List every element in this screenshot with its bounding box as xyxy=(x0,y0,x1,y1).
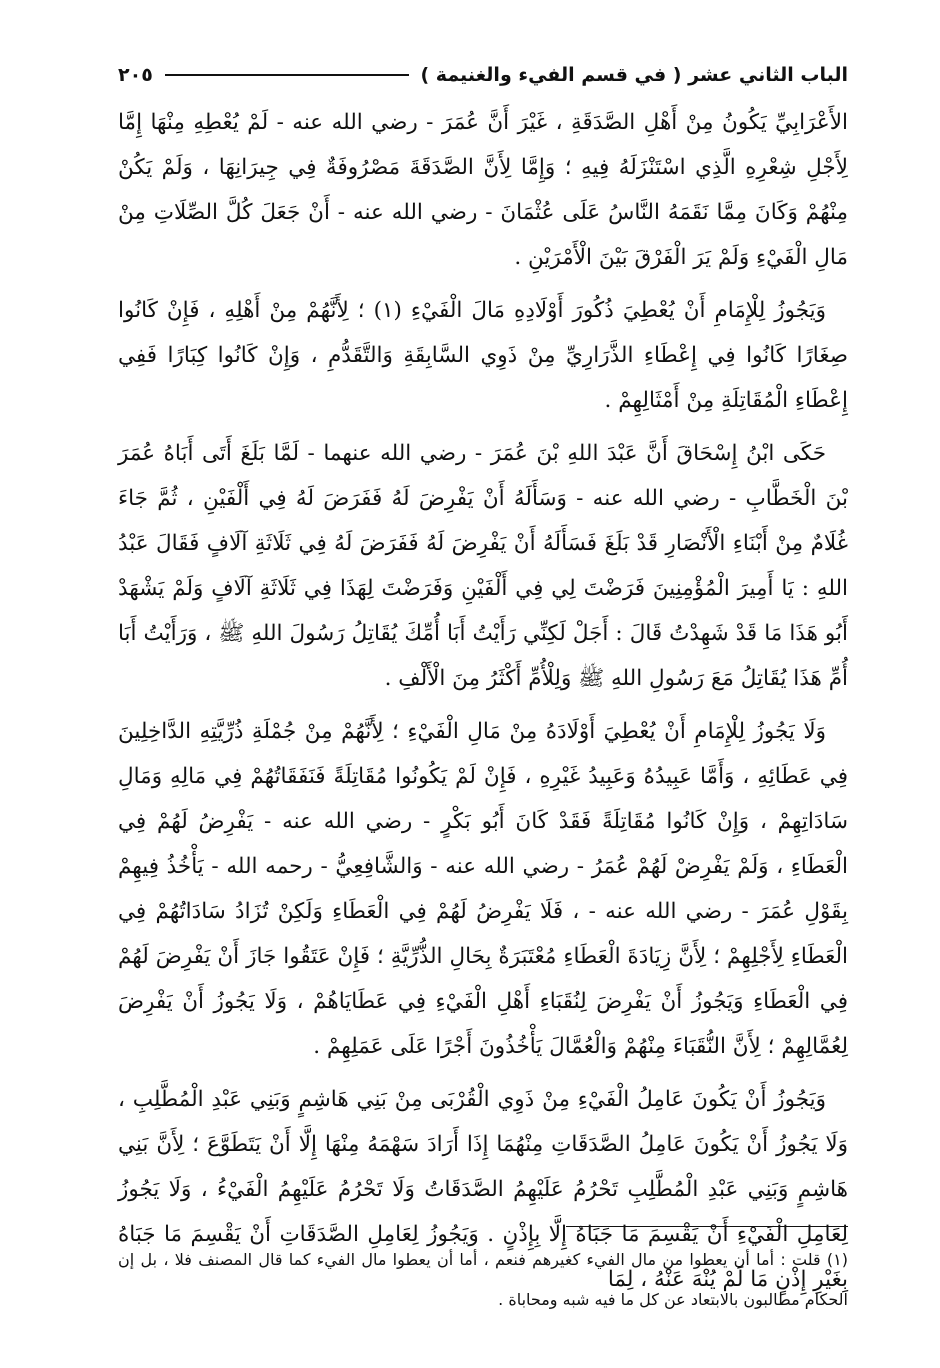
paragraph: وَيَجُوزُ أَنْ يَكُونَ عَامِلُ الْفَيْءِ مِنْ ذَوِي الْقُرْبَى مِنْ بَنِي هَاشِمٍ وَبَنِي عَبْدِ الْمُطَّلِبِ ، وَلَا يَجُوزُ أَنْ يَكُونَ عَامِلُ الصَّدَقَاتِ مِنْهُمَا إِذَا أَرَادَ سَهْمَهُ مِنْهَا إِلَّا أَنْ يَتَطَوَّعَ ؛ لِأَنَّ بَنِي هَاشِمٍ وَبَنِي عَبْدِ الْمُطَّلِبِ تَحْرُمُ عَلَيْهِمُ الصَّدَقَاتُ وَلَا تَحْرُمُ عَلَيْهِمُ الْفَيْءُ ، وَلَا يَجُوزُ لِعَامِلِ الْفَيْءِ أَنْ يَقْسِمَ مَا جَبَاهُ إِلَّا بِإِذْنٍ . وَيَجُوزُ لِعَامِلِ الصَّدَقَاتِ أَنْ يَقْسِمَ مَا جَبَاهُ بِغَيْرِ إِذْنٍ مَا لَمْ يُنْهَ عَنْهُ ، لِمَا xyxy=(118,1087,848,1292)
footnote-rule xyxy=(566,1226,848,1227)
paragraph: وَيَجُوزُ لِلْإِمَامِ أَنْ يُعْطِيَ ذُكُورَ أَوْلَادِهِ مَالَ الْفَيْءِ (١) ؛ لِأَنَّهُمْ مِنْ أَهْلِهِ ، فَإِنْ كَانُوا صِغَارًا كَانُوا فِي إِعْطَاءِ الذَّرَارِيِّ مِنْ ذَوِي السَّابِقَةِ وَالتَّقَدُّمِ ، وَإِنْ كَانُوا كِبَارًا فَفِي إِعْطَاءِ الْمُقَاتِلَةِ مِنْ أَمْثَالِهِمْ . xyxy=(118,298,848,413)
header-rule xyxy=(165,74,409,76)
chapter-title: الباب الثاني عشر ( في قسم الفيء والغنيمة ) xyxy=(420,64,848,86)
paragraph: وَلَا يَجُوزُ لِلْإِمَامِ أَنْ يُعْطِيَ أَوْلَادَهُ مِنْ مَالِ الْفَيْءِ ؛ لِأَنَّهُمْ مِنْ جُمْلَةِ ذُرِّيَّتِهِ الدَّاخِلِينَ فِي عَطَائِهِ ، وَأَمَّا عَبِيدُهُ وَعَبِيدُ غَيْرِهِ ، فَإِنْ لَمْ يَكُونُوا مُقَاتِلَةً فَنَفَقَاتُهُمْ فِي مَالِهِ وَمَالِ سَادَاتِهِمْ ، وَإِنْ كَانُوا مُقَاتِلَةً فَقَدْ كَانَ أَبُو بَكْرٍ - رضي الله عنه - يَفْرِضُ لَهُمْ فِي الْعَطَاءِ ، وَلَمْ يَفْرِضْ لَهُمْ عُمَرُ - رضي الله عنه - وَالشَّافِعِيُّ - رحمه الله - يَأْخُذُ فِيهِمْ بِقَوْلِ عُمَرَ - رضي الله عنه - ، فَلَا يَفْرِضُ لَهُمْ فِي الْعَطَاءِ وَلَكِنْ تُزَادُ سَادَاتُهُمْ فِي الْعَطَاءِ لِأَجْلِهِمْ ؛ لِأَنَّ زِيَادَةَ الْعَطَاءِ مُعْتَبَرَةٌ بِحَالِ الذُّرِّيَّةِ ؛ فَإِنْ عَتَقُوا جَازَ أَنْ يَفْرِضَ لَهُمْ فِي الْعَطَاءِ وَيَجُوزُ أَنْ يَفْرِضَ لِنُقَبَاءِ أَهْلِ الْفَيْءِ فِي عَطَايَاهُمْ ، وَلَا يَجُوزُ أَنْ يَفْرِضَ لِعُمَّالِهِمْ ؛ لِأَنَّ النُّقَبَاءَ مِنْهُمْ وَالْعُمَّالَ يَأْخُذُونَ أَجْرًا عَلَى عَمَلِهِمْ . xyxy=(118,719,848,1059)
footnote xyxy=(118,1240,848,1320)
paragraph: حَكَى ابْنُ إِسْحَاقَ أَنَّ عَبْدَ اللهِ بْنَ عُمَرَ - رضي الله عنهما - لَمَّا بَلَغَ أَتَى أَبَاهُ عُمَرَ بْنَ الْخَطَّابِ - رضي الله عنه - وَسَأَلَهُ أَنْ يَفْرِضَ لَهُ فَفَرَضَ لَهُ فِي أَلْفَيْنِ ، ثُمَّ جَاءَ غُلَامٌ مِنْ أَبْنَاءِ الْأَنْصَارِ قَدْ بَلَغَ فَسَأَلَهُ أَنْ يَفْرِضَ لَهُ فَفَرَضَ لَهُ فِي ثَلَاثَةِ آلَافٍ فَقَالَ عَبْدُ اللهِ : يَا أَمِيرَ الْمُؤْمِنِينَ فَرَضْتَ لِي فِي أَلْفَيْنِ وَفَرَضْتَ لِهَذَا فِي ثَلَاثَةِ آلَافٍ وَلَمْ يَشْهَدْ أَبُو هَذَا مَا قَدْ شَهِدْتُ قَالَ : أَجَلْ لَكِنِّي رَأَيْتُ أَبَا أُمِّكَ يُقَاتِلُ رَسُولَ اللهِ ﷺ ، وَرَأَيْتُ أَبَا أُمِّ هَذَا يُقَاتِلُ مَعَ رَسُولِ اللهِ ﷺ وَلِلْأُمِّ أَكْثَرُ مِنَ الْأَلْفِ . xyxy=(118,441,848,691)
paragraph: الأَعْرَابِيِّ يَكُونُ مِنْ أَهْلِ الصَّدَقَةِ ، غَيْرَ أَنَّ عُمَرَ - رضي الله عنه - لَمْ يُعْطِهِ مِنْهَا إِمَّا لِأَجْلِ شِعْرِهِ الَّذِي اسْتَنْزَلَهُ فِيهِ ؛ وَإِمَّا لِأَنَّ الصَّدَقَةَ مَصْرُوفَةٌ فِي جِيرَانِهَا ، وَلَمْ يَكُنْ مِنْهُمْ وَكَانَ مِمَّا نَقَمَهُ النَّاسُ عَلَى عُثْمَانَ - رضي الله عنه - أَنْ جَعَلَ كُلَّ الصِّلَاتِ مِنْ مَالِ الْفَيْءِ وَلَمْ يَرَ الْفَرْقَ بَيْنَ الْأَمْرَيْنِ . xyxy=(118,110,848,270)
running-header xyxy=(118,58,848,92)
footnote-text: (١) قلت : أما أن يعطوا من مال الفيء كغيرهم فنعم ، أما أن يعطوا مال الفيء كما قال المصنف فلا ، بل إن الحكام مطالبون بالابتعاد عن كل ما فيه شبه ومحاباة . xyxy=(118,1250,848,1309)
main-text xyxy=(118,100,848,1310)
page-number: ٢٠٥ xyxy=(118,64,153,86)
